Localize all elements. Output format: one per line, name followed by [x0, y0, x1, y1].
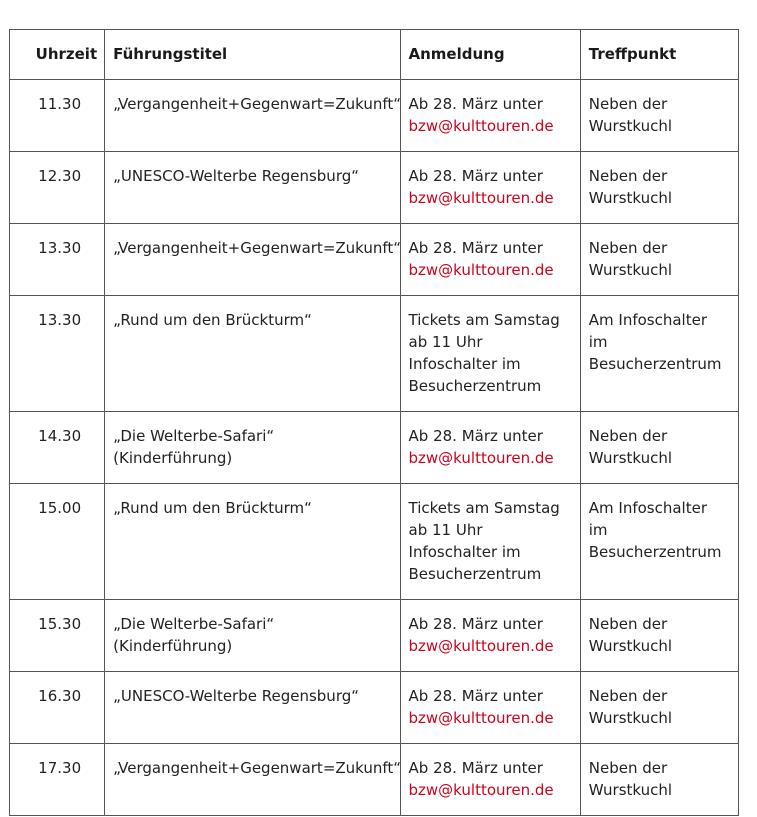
cell-time: 12.30 — [10, 152, 105, 224]
cell-registration — [400, 80, 580, 152]
meeting-point-line: Wurstkuchl — [588, 709, 673, 727]
cell-meeting-point — [580, 296, 738, 412]
meeting-point-line: Besucherzentrum — [588, 543, 722, 561]
meeting-point-line: im — [588, 521, 608, 539]
cell-registration — [400, 296, 580, 412]
cell-time: 17.30 — [10, 744, 105, 816]
title-line: (Kinderführung) — [113, 449, 233, 467]
tour-schedule-table — [9, 29, 739, 816]
table-row — [10, 484, 739, 600]
email-link[interactable]: bzw@kulttouren.de — [408, 709, 554, 727]
cell-time: 15.00 — [10, 484, 105, 600]
cell-title — [105, 224, 400, 296]
cell-registration — [400, 412, 580, 484]
cell-title — [105, 296, 400, 412]
table-row — [10, 152, 739, 224]
cell-registration — [400, 152, 580, 224]
title-line: „Die Welterbe-Safari“ — [113, 427, 275, 445]
table-row — [10, 672, 739, 744]
cell-title — [105, 412, 400, 484]
title-line: (Kinderführung) — [113, 637, 233, 655]
email-link[interactable]: bzw@kulttouren.de — [408, 261, 554, 279]
meeting-point-line: Am Infoschalter — [588, 311, 707, 329]
email-link[interactable]: bzw@kulttouren.de — [408, 781, 554, 799]
email-link[interactable]: bzw@kulttouren.de — [408, 449, 554, 467]
table-row — [10, 600, 739, 672]
meeting-point-line: Neben der — [588, 687, 668, 705]
meeting-point-line: Wurstkuchl — [588, 189, 673, 207]
cell-registration — [400, 484, 580, 600]
meeting-point-line: Wurstkuchl — [588, 637, 673, 655]
cell-time: 11.30 — [10, 80, 105, 152]
table-row — [10, 412, 739, 484]
header-time: Uhrzeit — [10, 30, 105, 80]
title-line: „Vergangenheit+Gegenwart=Zukunft“ — [113, 759, 402, 777]
meeting-point-line: Besucherzentrum — [588, 355, 722, 373]
cell-registration — [400, 600, 580, 672]
registration-line: Ab 28. März unter — [408, 239, 543, 257]
title-line: „Die Welterbe-Safari“ — [113, 615, 275, 633]
cell-meeting-point — [580, 224, 738, 296]
meeting-point-line: Neben der — [588, 615, 668, 633]
cell-meeting-point — [580, 672, 738, 744]
title-line: „UNESCO-Welterbe Regensburg“ — [113, 167, 360, 185]
meeting-point-line: Wurstkuchl — [588, 781, 673, 799]
registration-line: Ab 28. März unter — [408, 167, 543, 185]
cell-meeting-point — [580, 484, 738, 600]
registration-line: Infoschalter im — [408, 543, 521, 561]
registration-line: Besucherzentrum — [408, 565, 542, 583]
cell-meeting-point — [580, 152, 738, 224]
table-header-row — [10, 30, 739, 80]
cell-meeting-point — [580, 412, 738, 484]
cell-title — [105, 744, 400, 816]
cell-time: 13.30 — [10, 224, 105, 296]
cell-title — [105, 600, 400, 672]
registration-line: ab 11 Uhr — [408, 333, 483, 351]
registration-line: Ab 28. März unter — [408, 95, 543, 113]
meeting-point-line: Wurstkuchl — [588, 261, 673, 279]
meeting-point-line: im — [588, 333, 608, 351]
cell-registration — [400, 744, 580, 816]
meeting-point-line: Neben der — [588, 239, 668, 257]
meeting-point-line: Neben der — [588, 95, 668, 113]
table-body — [10, 80, 739, 816]
cell-title — [105, 672, 400, 744]
cell-time: 14.30 — [10, 412, 105, 484]
registration-line: Ab 28. März unter — [408, 687, 543, 705]
cell-time: 15.30 — [10, 600, 105, 672]
registration-line: Tickets am Samstag — [408, 311, 560, 329]
table-row — [10, 744, 739, 816]
cell-time: 13.30 — [10, 296, 105, 412]
title-line: „Rund um den Brückturm“ — [113, 499, 312, 517]
table-row — [10, 224, 739, 296]
registration-line: Besucherzentrum — [408, 377, 542, 395]
title-line: „Vergangenheit+Gegenwart=Zukunft“ — [113, 239, 402, 257]
meeting-point-line: Neben der — [588, 427, 668, 445]
meeting-point-line: Neben der — [588, 167, 668, 185]
meeting-point-line: Wurstkuchl — [588, 449, 673, 467]
cell-meeting-point — [580, 600, 738, 672]
cell-time: 16.30 — [10, 672, 105, 744]
registration-line: Ab 28. März unter — [408, 759, 543, 777]
cell-title — [105, 152, 400, 224]
email-link[interactable]: bzw@kulttouren.de — [408, 637, 554, 655]
email-link[interactable]: bzw@kulttouren.de — [408, 189, 554, 207]
cell-meeting-point — [580, 80, 738, 152]
table-row — [10, 80, 739, 152]
cell-meeting-point — [580, 744, 738, 816]
header-title: Führungstitel — [105, 30, 400, 80]
header-registration: Anmeldung — [400, 30, 580, 80]
meeting-point-line: Am Infoschalter — [588, 499, 707, 517]
header-meeting-point: Treffpunkt — [580, 30, 738, 80]
registration-line: Ab 28. März unter — [408, 427, 543, 445]
email-link[interactable]: bzw@kulttouren.de — [408, 117, 554, 135]
table-row — [10, 296, 739, 412]
meeting-point-line: Wurstkuchl — [588, 117, 673, 135]
cell-registration — [400, 224, 580, 296]
registration-line: Ab 28. März unter — [408, 615, 543, 633]
cell-registration — [400, 672, 580, 744]
title-line: „UNESCO-Welterbe Regensburg“ — [113, 687, 360, 705]
meeting-point-line: Neben der — [588, 759, 668, 777]
title-line: „Rund um den Brückturm“ — [113, 311, 312, 329]
cell-title — [105, 484, 400, 600]
registration-line: Tickets am Samstag — [408, 499, 560, 517]
cell-title — [105, 80, 400, 152]
registration-line: ab 11 Uhr — [408, 521, 483, 539]
title-line: „Vergangenheit+Gegenwart=Zukunft“ — [113, 95, 402, 113]
registration-line: Infoschalter im — [408, 355, 521, 373]
